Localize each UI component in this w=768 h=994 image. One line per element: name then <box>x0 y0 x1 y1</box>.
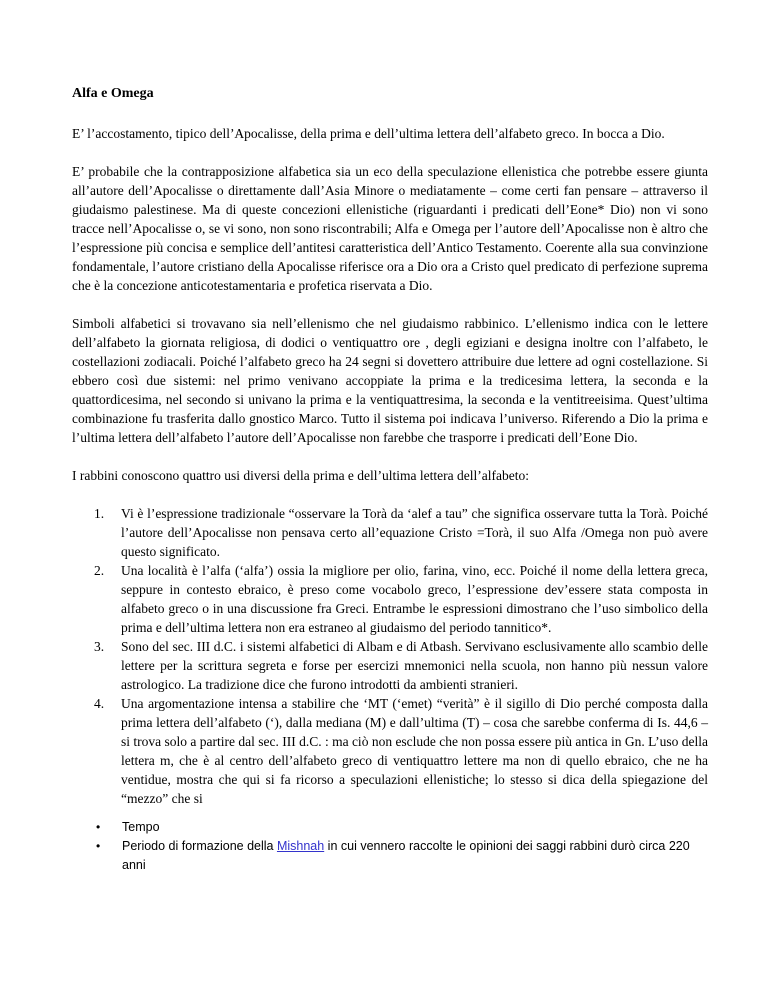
bullet-icon: • <box>96 839 101 853</box>
footnote-text-after-link: in cui vennero raccolte le opinioni dei saggi rabbini durò circa 220 anni <box>122 839 690 872</box>
paragraph-2: E’ probabile che la contrapposizione alfabetica sia un eco della speculazione ellenistica che potrebbe essere giunta all’autore dell’Apocalisse o direttamente dall’Asia Minore o mediatamente – come certi fan pensare – attraverso il giudaismo palestinese. Ma di queste concezioni ellenistiche (riguardanti i predicati dell’Eone* Dio) non vi sono tracce nell’Apocalisse o, se vi sono, non sono riscontrabili; Alfa e Omega per l’autore dell’Apocalisse non è altro che l’espressione più concisa e semplice dell’antitesi caratteristica dell’Antico Testamento. Coerente alla sua convinzione fondamentale, l’autore cristiano della Apocalisse riferisce ora a Dio ora a Cristo quel predicato di perfezione suprema che è la concezione anticotestamentaria e profetica riservata a Dio. <box>72 164 708 293</box>
list-item-4 <box>72 694 708 808</box>
list-item-number: 3. <box>94 639 105 654</box>
list-item-number: 2. <box>94 563 105 578</box>
footnote-text-before-link: Periodo di formazione della <box>122 839 277 853</box>
footnote-mishnah <box>72 837 708 875</box>
numbered-list <box>72 504 708 808</box>
list-item-text: Sono del sec. III d.C. i sistemi alfabetici di Albam e di Atbash. Servivano esclusivamente allo scambio delle lettere per la scrittura segreta e forse per esercizi mnemonici nella scuola, non hanno più nessun valore astrologico. La tradizione dice che furono introdotti da ambienti stranieri. <box>121 639 708 692</box>
list-item-text: Vi è l’espressione tradizionale “osservare la Torà da ‘alef a tau” che significa osservare tutta la Torà. Poiché l’autore dell’Apocalisse non pensava certo all’equazione Cristo =Torà, il suo Alfa /Omega non può avere questo significato. <box>121 506 708 559</box>
list-item-2 <box>72 561 708 637</box>
list-item-number: 4. <box>94 696 105 711</box>
bullet-icon: • <box>96 820 101 834</box>
list-item-1 <box>72 504 708 561</box>
list-item-number: 1. <box>94 506 105 521</box>
footnote-tempo <box>72 818 708 837</box>
paragraph-1: E’ l’accostamento, tipico dell’Apocalisse, della prima e dell’ultima lettera dell’alfabeto greco. In bocca a Dio. <box>72 126 665 141</box>
paragraph-3: Simboli alfabetici si trovavano sia nell’ellenismo che nel giudaismo rabbinico. L’ellenismo indica con le lettere dell’alfabeto la giornata religiosa, di dodici o ventiquattro ore , degli egiziani e designa inoltre con l’alfabeto, le costellazioni zodiacali. Poiché l’alfabeto greco ha 24 segni si dovettero attribuire due lettere ad ogni costellazione. Si ebbero così due sistemi: nel primo venivano accoppiate la prima e la tredicesima lettera, la seconda e la quattordicesima, nel secondo si univano la prima e la ventiquattresima, la seconda e la ventitreeisima. Quest’ultima combinazione fu trasferita dallo gnostico Marco. Tutto il sistema poi indicava l’universo. Riferendo a Dio la prima e l’ultima lettera dell’alfabeto l’autore dell’Apocalisse non farebbe che trasporre i predicati dell’Eone Dio. <box>72 316 708 445</box>
list-item-text: Una argomentazione intensa a stabilire che ‘MT (‘emet) “verità” è il sigillo di Dio perché composta dalla prima lettera dell’alfabeto (‘), dalla mediana (M) e dall’ultima (T) – cosa che sarebbe conferma di Is. 44,6 – si trova solo a partire dal sec. III d.C. : ma ciò non esclude che non possa essere più antica in Gn. L’uso della lettera m, che è al centro dell’alfabeto greco di ventiquattro lettere ma non di quello ebraico, che ne ha ventidue, mostra che qui si fa ricorso a speculazioni ellenistiche; lo stesso si dica della spiegazione del “mezzo” che si <box>121 696 708 806</box>
footnote-text: Tempo <box>122 820 160 834</box>
list-item-text: Una località è l’alfa (‘alfa’) ossia la migliore per olio, farina, vino, ecc. Poiché il nome della lettera greca, seppure in contesto ebraico, è preso come vocabolo greco, l’espressione dev’essere stata composta in alfabeto greco o in una discussione fra Greci. Entrambe le espressioni dimostrano che l’uso simbolico della prima e dell’ultima lettera non era estraneo al giudaismo del periodo tannitico*. <box>121 563 708 635</box>
document-title: Alfa e Omega <box>72 86 154 101</box>
footnote-list <box>72 818 708 875</box>
paragraph-4: I rabbini conoscono quattro usi diversi della prima e dell’ultima lettera dell’alfabeto: <box>72 468 529 483</box>
footnote-text <box>122 837 708 875</box>
list-item-3 <box>72 637 708 694</box>
mishnah-link[interactable]: Mishnah <box>276 839 325 853</box>
